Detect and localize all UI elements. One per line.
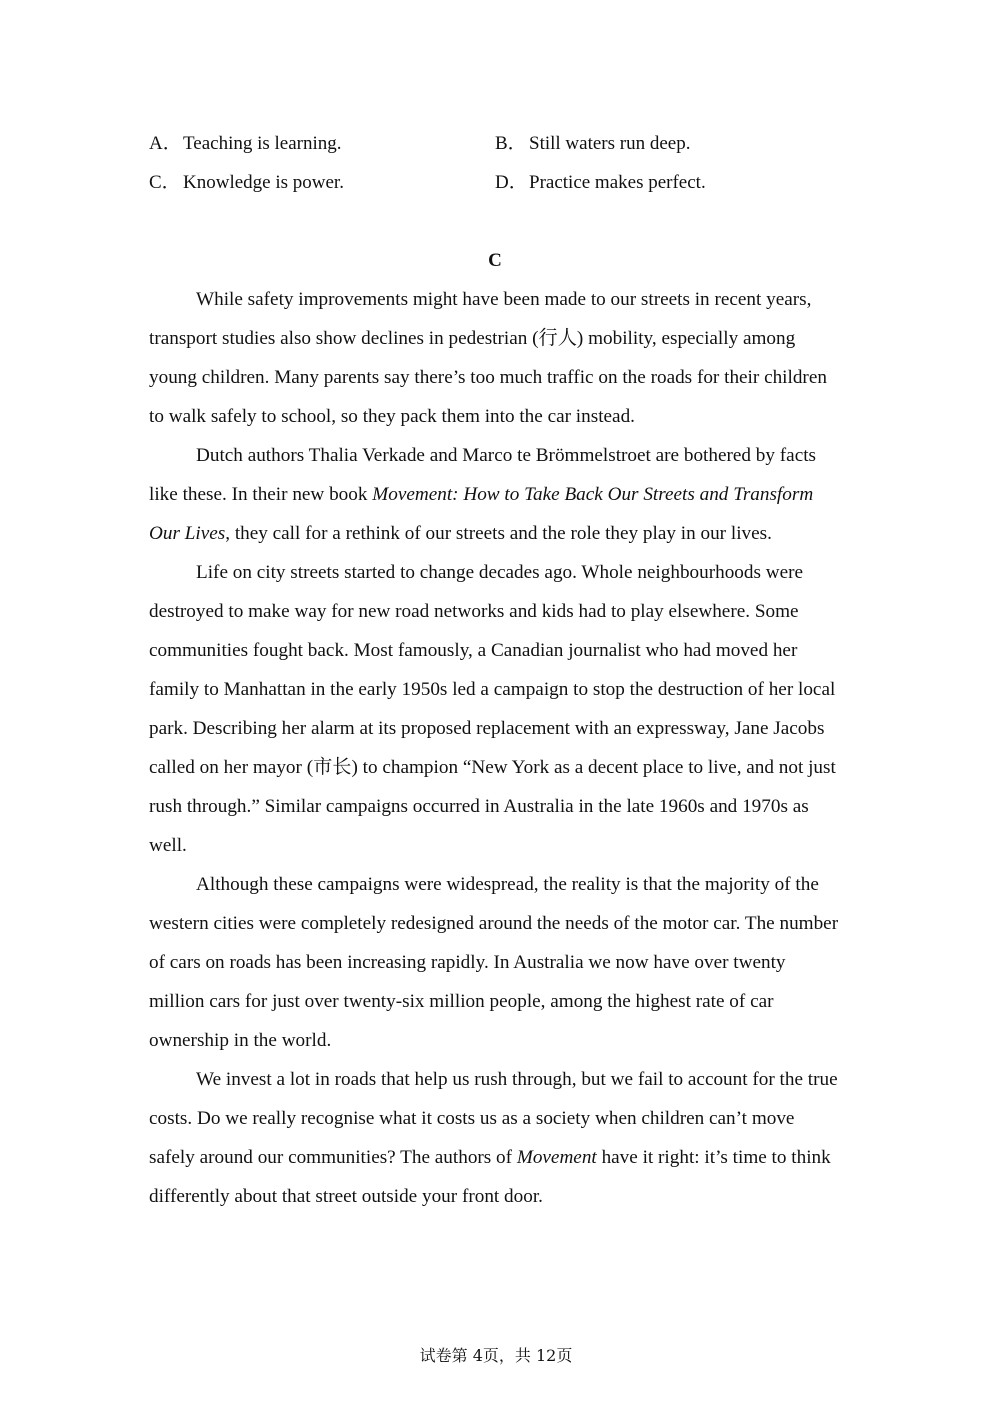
option-a <box>149 124 495 163</box>
paragraph-text: We invest a lot in roads that help us rush through, but we fail to account for the true costs. Do we really recognise what it costs us as a society when children can’t move safely around our communities? The authors of <box>149 1069 838 1168</box>
page-number-footer: 试卷第 4页，共 12页 <box>419 1346 573 1365</box>
option-c <box>149 163 495 202</box>
paragraph-text: have it right: it’s time to think differently about that street outside your front door. <box>149 1147 831 1207</box>
option-text: Teaching is learning. <box>183 133 342 154</box>
option-letter: D． <box>495 172 528 193</box>
passage-paragraph-4: Although these campaigns were widespread, the reality is that the majority of the western cities were completely redesigned around the needs of the motor car. The number of cars on roads has been increasing rapidly. In Australia we now have over twenty million cars for just over twenty-six million people, among the highest rate of car ownership in the world. <box>149 874 839 1051</box>
option-text: Knowledge is power. <box>183 172 344 193</box>
passage-paragraph-1: While safety improvements might have been made to our streets in recent years, transport studies also show declines in pedestrian (行人) mobility, especially among young children. Many parents say there’s too much traffic on the roads for their children to walk safely to school, so they pack them into the car instead. <box>149 289 827 427</box>
option-text: Still waters run deep. <box>529 133 691 154</box>
book-title: Movement: How to Take Back Our Streets and Transform Our Lives <box>149 484 814 544</box>
passage-paragraph-3: Life on city streets started to change decades ago. Whole neighbourhoods were destroyed to make way for new road networks and kids had to play elsewhere. Some communities fought back. Most famously, a Canadian journalist who had moved her family to Manhattan in the early 1950s led a campaign to stop the destruction of her local park. Describing her alarm at its proposed replacement with an expressway, Jane Jacobs called on her mayor (市长) to champion “New York as a decent place to live, and not just rush through.” Similar campaigns occurred in Australia in the late 1960s and 1970s as well. <box>149 562 836 856</box>
option-letter: B． <box>495 133 527 154</box>
section-heading: C <box>488 250 502 271</box>
option-letter: C． <box>149 172 181 193</box>
option-b <box>495 124 841 163</box>
option-letter: A． <box>149 133 182 154</box>
passage-paragraph-5 <box>149 1060 841 1216</box>
option-d <box>495 163 841 202</box>
paragraph-text: Dutch authors Thalia Verkade and Marco te Brömmelstroet are bothered by facts like these. In their new book <box>149 445 817 505</box>
option-text: Practice makes perfect. <box>529 172 706 193</box>
book-title: Movement <box>516 1147 597 1168</box>
passage-paragraph-2 <box>149 436 841 553</box>
paragraph-text: , they call for a rethink of our streets and the role they play in our lives. <box>225 523 772 544</box>
answer-options <box>149 124 841 202</box>
exam-page <box>149 124 841 1216</box>
